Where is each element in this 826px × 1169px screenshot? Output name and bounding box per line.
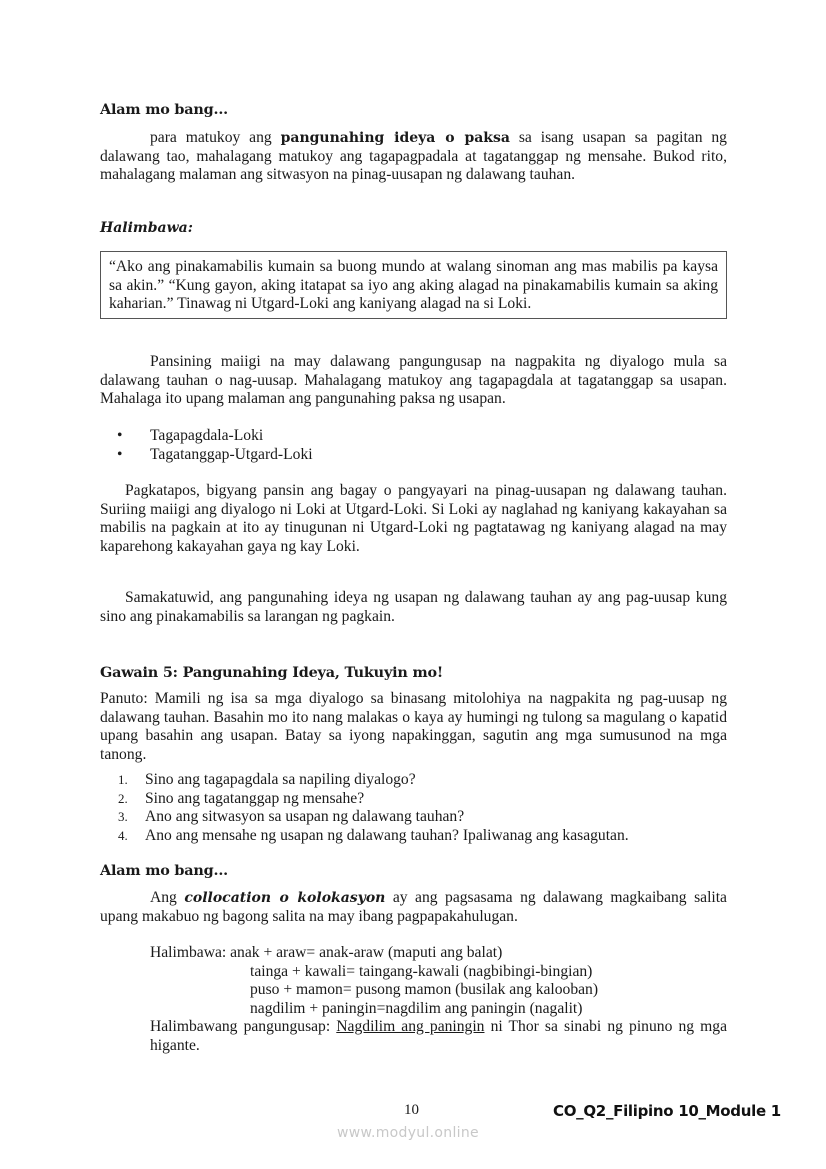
example-row: tainga + kawali= taingang-kawali (nagbibingi-bingian) xyxy=(250,962,593,980)
example-sentence: Halimbawang pangungusap: Nagdilim ang paningin ni Thor sa sinabi ng pinuno ng mga higante. xyxy=(150,1018,728,1054)
example-row: nagdilim + paningin=nagdilim ang paningin (nagalit) xyxy=(250,999,583,1017)
example-row: Halimbawa: anak + araw= anak-araw (maputi ang balat) xyxy=(150,944,503,961)
collocation-definition: Ang collocation o kolokasyon ay ang pagsasama ng dalawang magkaibang salita upang makabuo ng bagong salita na may ibang pagpapakahulugan. xyxy=(100,889,727,925)
bullet-icon: • xyxy=(117,427,123,444)
underlined-collocation: Nagdilim ang paningin xyxy=(336,1018,485,1036)
example-dialogue-box: “Ako ang pinakamabilis kumain sa buong mundo at walang sinoman ang mas mabilis pa kaysa sa akin.” “Kung gayon, aking itatapat sa iyo ang aking alagad na pinakamabilis kumain sa aking kaharian.” Tinawag ni Utgard-Loki ang kaniyang alagad na si Loki. xyxy=(100,251,727,319)
example-label: Halimbawa: xyxy=(100,220,193,236)
question-item: 3. Ano ang sitwasyon sa usapan ng dalawang tauhan? xyxy=(118,808,465,826)
paragraph-samakatuwid: Samakatuwid, ang pangunahing ideya ng usapan ng dalawang tauhan ay ang pag-uusap kung sino ang pinakamabilis sa larangan ng pagkain. xyxy=(100,589,727,625)
roles-bullet-list xyxy=(100,427,313,464)
watermark: www.modyul.online xyxy=(337,1125,479,1141)
intro-text-pre: para matukoy ang xyxy=(150,129,281,146)
bullet-icon: • xyxy=(117,445,123,463)
intro-text-post: sa isang usapan sa pagitan ng dalawang tao, mahalagang matukoy ang tagapagpadala at tagatanggap ng mensahe. Bukod rito, mahalagang malaman ang sitwasyon na pinag-uusapan ng dalawang tauhan. xyxy=(100,129,727,184)
section-heading-alam-mo-bang: Alam mo bang... xyxy=(100,101,228,118)
page-number: 10 xyxy=(404,1102,419,1118)
collocation-term: collocation o kolokasyon xyxy=(184,890,386,906)
intro-bold-term: pangunahing ideya o paksa xyxy=(280,130,510,146)
intro-paragraph xyxy=(100,129,727,185)
module-code: CO_Q2_Filipino 10_Module 1 xyxy=(553,1102,781,1120)
paragraph-pansining: Pansining maiigi na may dalawang pangungusap na nagpakita ng diyalogo mula sa dalawang tauhan o nag-uusap. Mahalagang matukoy ang tagapagdala at tagatanggap sa usapan. Mahalaga ito upang malaman ang pangunahing paksa ng usapan. xyxy=(100,353,727,408)
gawain-5-heading: Gawain 5: Pangunahing Ideya, Tukuyin mo! xyxy=(100,664,443,681)
list-item: • Tagatanggap-Utgard-Loki xyxy=(117,445,313,463)
list-item: • Tagapagdala-Loki xyxy=(117,427,264,444)
gawain-instructions: Panuto: Mamili ng isa sa mga diyalogo sa binasang mitolohiya na nagpakita ng pag-uusap ng dalawang tauhan. Basahin mo ito nang malakas o kaya ay humingi ng tulong sa magulang o kapatid upang basahin ang usapan. Batay sa iyong napakinggan, sagutin ang mga sumusunod na mga tanong. xyxy=(100,690,727,763)
collocation-examples xyxy=(150,944,727,1056)
example-row: puso + mamon= pusong mamon (busilak ang kalooban) xyxy=(250,981,599,999)
questions-list xyxy=(100,771,629,845)
question-item: 1. Sino ang tagapagdala sa napiling diyalogo? xyxy=(118,771,416,788)
question-item: 2. Sino ang tagatanggap ng mensahe? xyxy=(118,789,365,807)
question-item: 4. Ano ang mensahe ng usapan ng dalawang tauhan? Ipaliwanag ang kasagutan. xyxy=(118,826,629,844)
section-heading-alam-mo-bang-2: Alam mo bang... xyxy=(100,862,228,879)
paragraph-pagkatapos: Pagkatapos, bigyang pansin ang bagay o pangyayari na pinag-uusapan ng dalawang tauhan. Suriing maiigi ang diyalogo ni Loki at Utgard-Loki. Si Loki ay naglahad ng kaniyang kakayahan sa mabilis na pagkain at ito ay tinugunan ni Utgard-Loki ng pagtatawag ng kaniyang alagad na may kaparehong kakayahan gaya ng kay Loki. xyxy=(100,482,727,555)
